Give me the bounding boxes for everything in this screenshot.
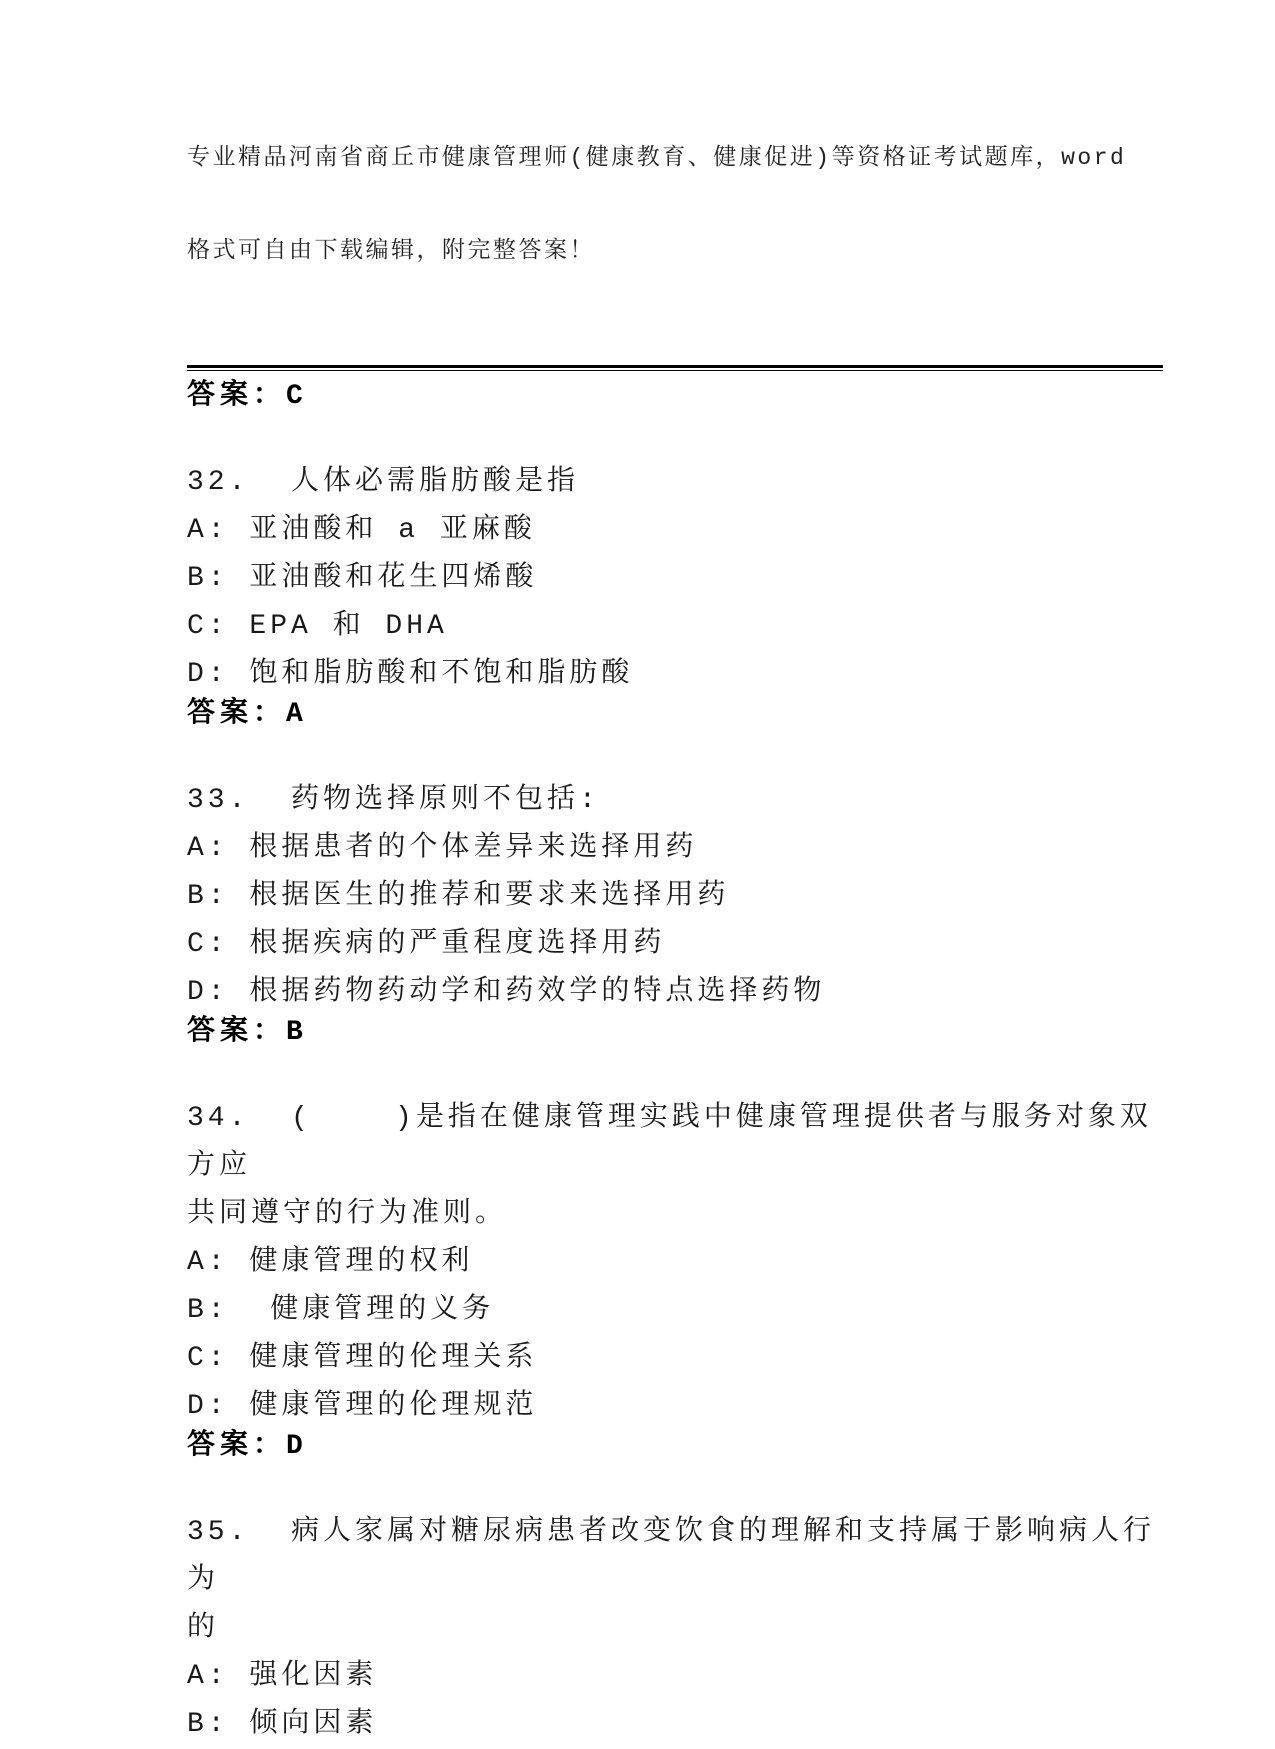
question-32-stem: 32. 人体必需脂肪酸是指 xyxy=(187,467,580,498)
question-33-stem: 33. 药物选择原则不包括: xyxy=(187,785,600,816)
question-33-option-b: B: 根据医生的推荐和要求来选择用药 xyxy=(187,881,730,912)
header-notice xyxy=(187,0,1163,329)
question-32-option-b: B: 亚油酸和花生四烯酸 xyxy=(187,563,538,594)
question-34-stem-line-1: 34. ( )是指在健康管理实践中健康管理提供者与服务对象双方应 xyxy=(187,1103,1152,1182)
question-32 xyxy=(187,459,1163,739)
question-35-stem-line-1: 35. 病人家属对糖尿病患者改变饮食的理解和支持属于影响病人行为 xyxy=(187,1517,1156,1596)
question-32-option-d: D: 饱和脂肪酸和不饱和脂肪酸 xyxy=(187,659,634,690)
question-34-option-d: D: 健康管理的伦理规范 xyxy=(187,1391,538,1422)
question-32-option-a: A: 亚油酸和 a 亚麻酸 xyxy=(187,515,536,546)
question-33-option-a: A: 根据患者的个体差异来选择用药 xyxy=(187,833,698,864)
question-34-stem-line-2: 共同遵守的行为准则。 xyxy=(187,1199,508,1230)
question-34-option-a: A: 健康管理的权利 xyxy=(187,1247,474,1278)
question-35-option-b: B: 倾向因素 xyxy=(187,1709,378,1740)
question-34 xyxy=(187,1095,1163,1471)
answer-line-question-34: 答案：D xyxy=(187,1431,308,1462)
answer-line-question-33: 答案：B xyxy=(187,1017,308,1048)
question-32-option-c: C: EPA 和 DHA xyxy=(187,611,448,642)
question-34-option-b: B: 健康管理的义务 xyxy=(187,1295,495,1326)
header-notice-line-2: 格式可自由下载编辑，附完整答案！ xyxy=(187,238,595,264)
answer-line-previous-question: 答案：C xyxy=(187,381,308,412)
question-33-option-d: D: 根据药物药动学和药效学的特点选择药物 xyxy=(187,977,826,1008)
question-35-option-a: A: 强化因素 xyxy=(187,1661,378,1692)
question-35 xyxy=(187,1509,1163,1749)
header-divider-double-rule xyxy=(187,365,1163,371)
question-33 xyxy=(187,777,1163,1057)
question-35-stem-line-2: 的 xyxy=(187,1613,220,1644)
answer-line-question-32: 答案：A xyxy=(187,699,308,730)
question-33-option-c: C: 根据疾病的严重程度选择用药 xyxy=(187,929,666,960)
document-content xyxy=(187,0,1163,1749)
question-34-option-c: C: 健康管理的伦理关系 xyxy=(187,1343,538,1374)
header-notice-line-1: 专业精品河南省商丘市健康管理师(健康教育、健康促进)等资格证考试题库，word xyxy=(187,145,1127,171)
